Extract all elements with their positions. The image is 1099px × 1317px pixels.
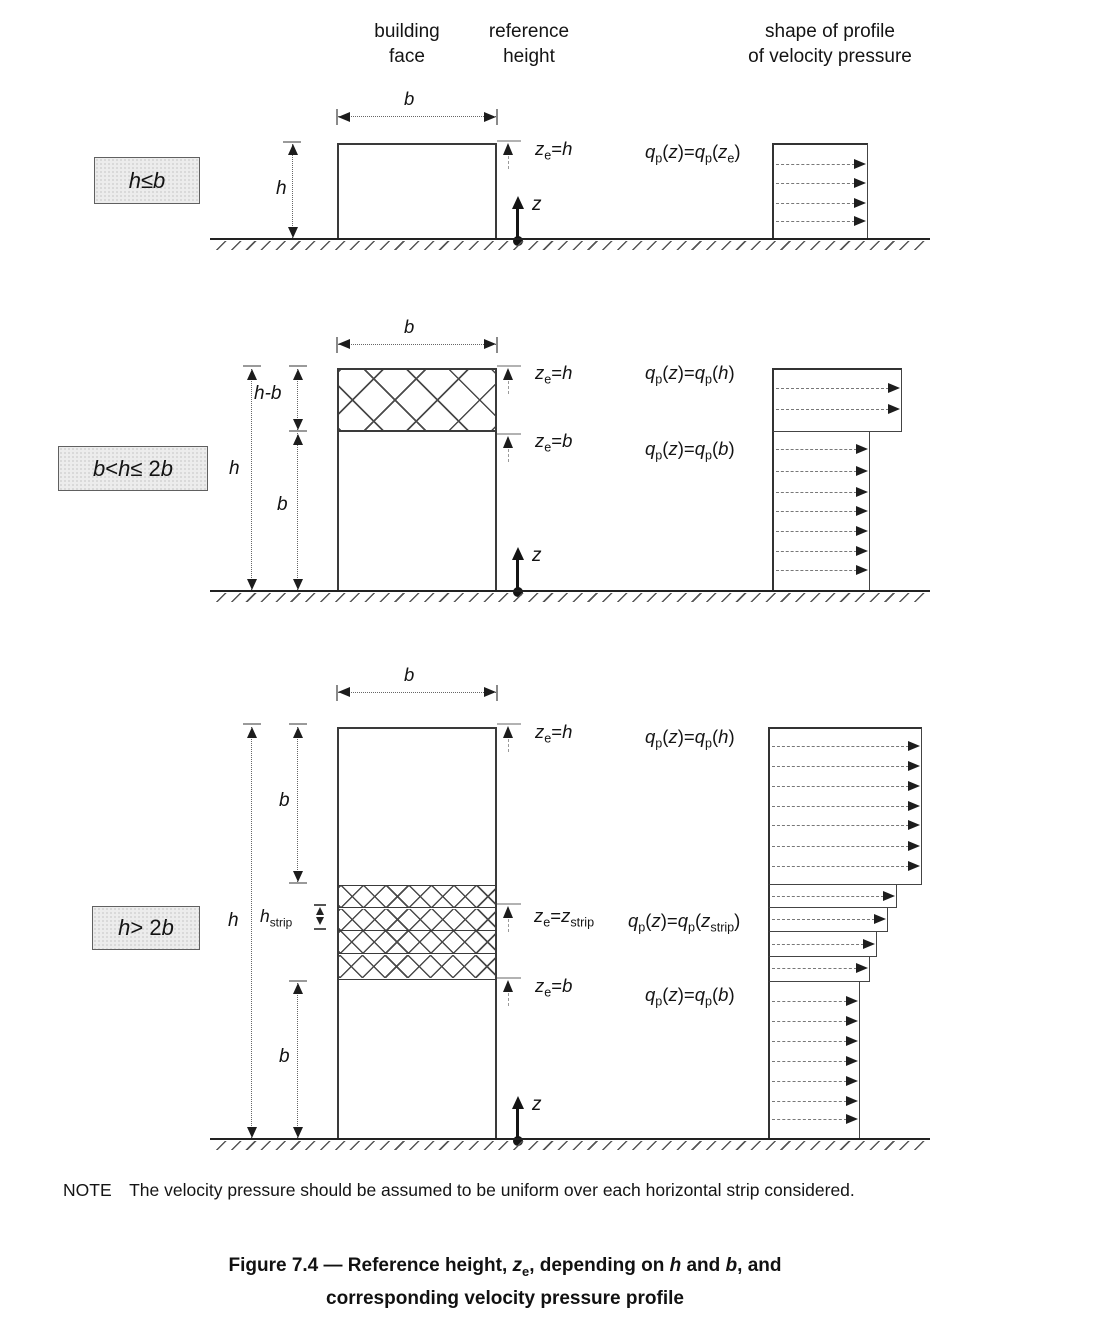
pressure-arrow-line [772, 919, 875, 920]
pressure-arrow-line [772, 1021, 847, 1022]
dim-tick [496, 685, 498, 701]
pressure-arrowhead-icon [874, 914, 886, 924]
dim-line-h [251, 369, 252, 590]
profile-box [772, 143, 868, 238]
header-reference-height [489, 20, 569, 69]
ground-line [210, 590, 930, 603]
ze-arrow-up-icon [503, 726, 513, 738]
ze-tail [508, 449, 509, 462]
pressure-arrow-line [772, 825, 909, 826]
dim-arrow-down [293, 1127, 303, 1138]
dim-line-h [292, 144, 293, 238]
dim-label-h: h [228, 910, 239, 931]
hatched-upper-zone [339, 370, 495, 432]
pressure-arrow-line [776, 409, 889, 410]
ze-label: $z_e=b$ [535, 430, 573, 455]
pressure-arrow [772, 914, 886, 926]
pressure-arrow-line [776, 183, 855, 184]
caption-line-2: corresponding velocity pressure profile [326, 1287, 684, 1309]
pressure-arrowhead-icon [856, 565, 868, 575]
ground-surface [210, 238, 930, 240]
pressure-arrowhead-icon [846, 1096, 858, 1106]
pressure-arrowhead-icon [908, 820, 920, 830]
pressure-arrow [772, 820, 920, 832]
ground-hatch [212, 241, 928, 250]
pressure-arrowhead-icon [883, 891, 895, 901]
ze-marker [497, 977, 523, 1007]
header-line: reference [488, 21, 570, 42]
ground-line [210, 238, 930, 251]
z-axis-label: z [532, 545, 542, 566]
pressure-arrow [776, 466, 868, 478]
building-outline [337, 143, 497, 238]
pressure-arrow-line [772, 1101, 847, 1102]
pressure-arrow [772, 1016, 858, 1028]
strip-arrow-down-icon [316, 917, 324, 925]
dim-arrow-up [293, 369, 303, 380]
profile-box [772, 432, 870, 590]
pressure-arrow-line [772, 1081, 847, 1082]
figure-caption [45, 1250, 965, 1315]
pressure-arrow [772, 781, 920, 793]
ze-tail [508, 739, 509, 752]
z-axis-label: z [532, 194, 542, 215]
pressure-arrowhead-icon [908, 781, 920, 791]
dim-line-b [338, 116, 496, 117]
pressure-arrow [772, 1076, 858, 1088]
strip [339, 909, 495, 931]
header-building-face [374, 20, 440, 69]
pressure-arrowhead-icon [854, 216, 866, 226]
pressure-arrow [776, 159, 866, 171]
hatched-strip-zone [339, 885, 495, 980]
qp-label: $q_p(z)=q_p(z_{strip})$ [628, 910, 741, 935]
ze-tick [497, 903, 521, 905]
dim-tick [289, 723, 307, 725]
dim-label-b: b [404, 664, 415, 685]
pressure-arrowhead-icon [856, 963, 868, 973]
ze-marker [497, 723, 523, 753]
header-line: shape of profile [765, 21, 895, 42]
ze-tick [497, 433, 521, 435]
pressure-arrow [776, 565, 868, 577]
ground-hatch [212, 593, 928, 602]
pressure-arrowhead-icon [888, 404, 900, 414]
ze-marker [497, 365, 523, 395]
pressure-arrow [772, 841, 920, 853]
dim-line-b-bottom [297, 983, 298, 1138]
pressure-arrowhead-icon [856, 546, 868, 556]
h-strip-marker [314, 904, 328, 931]
pressure-arrowhead-icon [846, 1076, 858, 1086]
ze-marker [497, 903, 523, 933]
strip [339, 886, 495, 908]
pressure-arrow [772, 1114, 858, 1126]
pressure-arrow [776, 383, 900, 395]
dim-tick [289, 365, 307, 367]
pressure-arrow-line [772, 866, 909, 867]
pressure-arrow [776, 487, 868, 499]
pressure-arrow [772, 1036, 858, 1048]
dim-arrow-up [293, 727, 303, 738]
ze-arrow-up-icon [503, 436, 513, 448]
ze-tick [497, 723, 521, 725]
dim-label-b-upper: b [279, 790, 290, 811]
pressure-arrow [772, 1096, 858, 1108]
dim-line-b [338, 344, 496, 345]
pressure-arrowhead-icon [888, 383, 900, 393]
dim-arrow-up [293, 434, 303, 445]
pressure-arrowhead-icon [846, 1056, 858, 1066]
dim-arrow-up [293, 983, 303, 994]
pressure-arrow-line [772, 766, 909, 767]
ze-tick [497, 140, 521, 142]
pressure-arrow [772, 996, 858, 1008]
dim-arrow-down [288, 227, 298, 238]
dim-tick [289, 882, 307, 884]
header-profile-shape [748, 20, 912, 69]
dim-arrow-down [293, 579, 303, 590]
dim-tick [243, 723, 261, 725]
pressure-arrow-line [776, 388, 889, 389]
pressure-arrowhead-icon [908, 841, 920, 851]
pressure-arrow-line [772, 944, 864, 945]
dim-line-inner [297, 369, 298, 590]
pressure-arrow [772, 1056, 858, 1068]
dim-arrow-left [338, 687, 350, 697]
pressure-arrow-line [772, 1001, 847, 1002]
ze-arrow-up-icon [503, 143, 513, 155]
condition-box-h-le-b: h ≤ b [94, 157, 200, 204]
dim-tick [496, 337, 498, 353]
dim-label-b-lower: b [277, 494, 288, 515]
ze-arrow-up-icon [503, 368, 513, 380]
strip [339, 931, 495, 954]
ze-marker [497, 433, 523, 463]
dim-arrow-down [293, 419, 303, 430]
strip-tick [314, 904, 326, 906]
pressure-arrow-line [772, 968, 857, 969]
dim-arrow-up [288, 144, 298, 155]
qp-label: $q_p(z)=q_p(b)$ [645, 984, 735, 1009]
pressure-arrow-line [772, 806, 909, 807]
pressure-arrow-line [772, 746, 909, 747]
condition-box-h-gt-2b: h > 2 b [92, 906, 200, 950]
pressure-arrow [772, 801, 920, 813]
pressure-arrow [776, 526, 868, 538]
pressure-arrow-line [776, 221, 855, 222]
pressure-arrowhead-icon [856, 506, 868, 516]
pressure-arrow-line [776, 570, 857, 571]
building-outline [337, 368, 497, 590]
header-line: height [503, 45, 555, 67]
dim-label-b: b [404, 88, 415, 109]
pressure-arrowhead-icon [863, 939, 875, 949]
dim-arrow-left [338, 112, 350, 122]
pressure-arrowhead-icon [856, 526, 868, 536]
pressure-arrowhead-icon [908, 861, 920, 871]
pressure-arrow [772, 741, 920, 753]
dim-line-b-top [297, 727, 298, 884]
dim-arrow-right [484, 687, 496, 697]
dim-arrow-right [484, 339, 496, 349]
dim-label-b-lower: b [279, 1046, 290, 1067]
ze-arrow-up-icon [503, 906, 513, 918]
ze-label: $z_e=h$ [535, 138, 573, 163]
pressure-arrowhead-icon [846, 1016, 858, 1026]
dim-tick [289, 980, 307, 982]
dim-tick [496, 109, 498, 125]
pressure-arrow-line [772, 846, 909, 847]
pressure-arrow [772, 939, 875, 951]
pressure-arrowhead-icon [908, 801, 920, 811]
pressure-arrow [772, 891, 895, 903]
dim-arrow-down [247, 579, 257, 590]
qp-label: $q_p(z)=q_p(h)$ [645, 726, 735, 751]
pressure-arrowhead-icon [846, 996, 858, 1006]
dim-arrow-up [247, 727, 257, 738]
header-line: face [389, 45, 425, 67]
strip [339, 955, 495, 978]
pressure-arrow-line [772, 786, 909, 787]
dim-line-h [251, 727, 252, 1138]
ground-surface [210, 1138, 930, 1140]
ground-surface [210, 590, 930, 592]
dim-arrow-down [247, 1127, 257, 1138]
qp-label: $q_p(z)=q_p(b)$ [645, 438, 735, 463]
pressure-arrow-line [772, 896, 884, 897]
pressure-arrow-line [776, 531, 857, 532]
pressure-arrow-line [776, 203, 855, 204]
header-line: building [374, 21, 440, 42]
building-outline [337, 727, 497, 1138]
dim-tick [243, 365, 261, 367]
pressure-arrow [776, 178, 866, 190]
ground-line [210, 1138, 930, 1151]
pressure-arrowhead-icon [856, 466, 868, 476]
header-line: of velocity pressure [748, 45, 912, 67]
pressure-arrow [776, 404, 900, 416]
ze-tail [508, 919, 509, 932]
dim-arrow-down [293, 871, 303, 882]
ze-arrow-up-icon [503, 980, 513, 992]
pressure-arrow [776, 546, 868, 558]
profile-box [768, 727, 922, 885]
pressure-arrow [772, 761, 920, 773]
ze-marker [497, 140, 523, 170]
dim-label-h-minus-b: h-b [254, 383, 282, 404]
pressure-arrowhead-icon [846, 1114, 858, 1124]
pressure-arrowhead-icon [846, 1036, 858, 1046]
condition-box-b-lt-h-le-2b: b < h ≤ 2 b [58, 446, 208, 491]
ze-tail [508, 156, 509, 169]
pressure-arrow-line [776, 511, 857, 512]
dim-label-h: h [229, 458, 240, 479]
profile-box [768, 932, 877, 957]
qp-label: $q_p(z)=q_p(z_e)$ [645, 141, 741, 166]
pressure-arrow-line [772, 1119, 847, 1120]
ze-tick [497, 365, 521, 367]
ze-tail [508, 381, 509, 394]
pressure-arrow-line [776, 471, 857, 472]
ze-tick [497, 977, 521, 979]
pressure-arrow [776, 444, 868, 456]
dim-label-b: b [404, 316, 415, 337]
profile-box [768, 885, 897, 908]
caption-line-1: Figure 7.4 — Reference height, $z_e$, depending on h and b, and [228, 1255, 782, 1279]
pressure-arrow [776, 506, 868, 518]
profile-box [768, 908, 888, 932]
pressure-arrow-line [776, 164, 855, 165]
dim-tick [289, 430, 307, 432]
ze-label: $z_e=b$ [535, 975, 573, 1000]
pressure-arrow [776, 216, 866, 228]
dim-arrow-up [247, 369, 257, 380]
pressure-arrow-line [772, 1041, 847, 1042]
ze-label: $z_e=z_{strip}$ [534, 905, 595, 930]
pressure-arrow-line [776, 449, 857, 450]
pressure-arrowhead-icon [854, 198, 866, 208]
strip-tick [314, 928, 326, 930]
pressure-arrowhead-icon [908, 741, 920, 751]
ground-hatch [212, 1141, 928, 1150]
profile-box [768, 982, 860, 1138]
strip-arrow-up-icon [316, 907, 324, 915]
pressure-arrow-line [772, 1061, 847, 1062]
pressure-arrowhead-icon [856, 487, 868, 497]
dim-line-b [338, 692, 496, 693]
note-text: NOTE The velocity pressure should be assumed to be uniform over each horizontal strip considered. [63, 1180, 855, 1200]
dim-arrow-left [338, 339, 350, 349]
dim-label-h: h [276, 178, 287, 199]
ze-label: $z_e=h$ [535, 721, 573, 746]
pressure-arrow [776, 198, 866, 210]
ze-tail [508, 993, 509, 1006]
qp-label: $q_p(z)=q_p(h)$ [645, 362, 735, 387]
pressure-arrow-line [776, 551, 857, 552]
pressure-arrowhead-icon [854, 178, 866, 188]
ze-label: $z_e=h$ [535, 362, 573, 387]
dim-label-h-strip: $h_{strip}$ [260, 906, 293, 930]
pressure-arrow [772, 861, 920, 873]
pressure-arrow-line [776, 492, 857, 493]
pressure-arrowhead-icon [908, 761, 920, 771]
pressure-arrowhead-icon [854, 159, 866, 169]
pressure-arrow [772, 963, 868, 975]
dim-arrow-right [484, 112, 496, 122]
profile-box [768, 957, 870, 982]
profile-box [772, 368, 902, 432]
dim-tick [283, 141, 301, 143]
pressure-arrowhead-icon [856, 444, 868, 454]
z-axis-label: z [532, 1094, 542, 1115]
